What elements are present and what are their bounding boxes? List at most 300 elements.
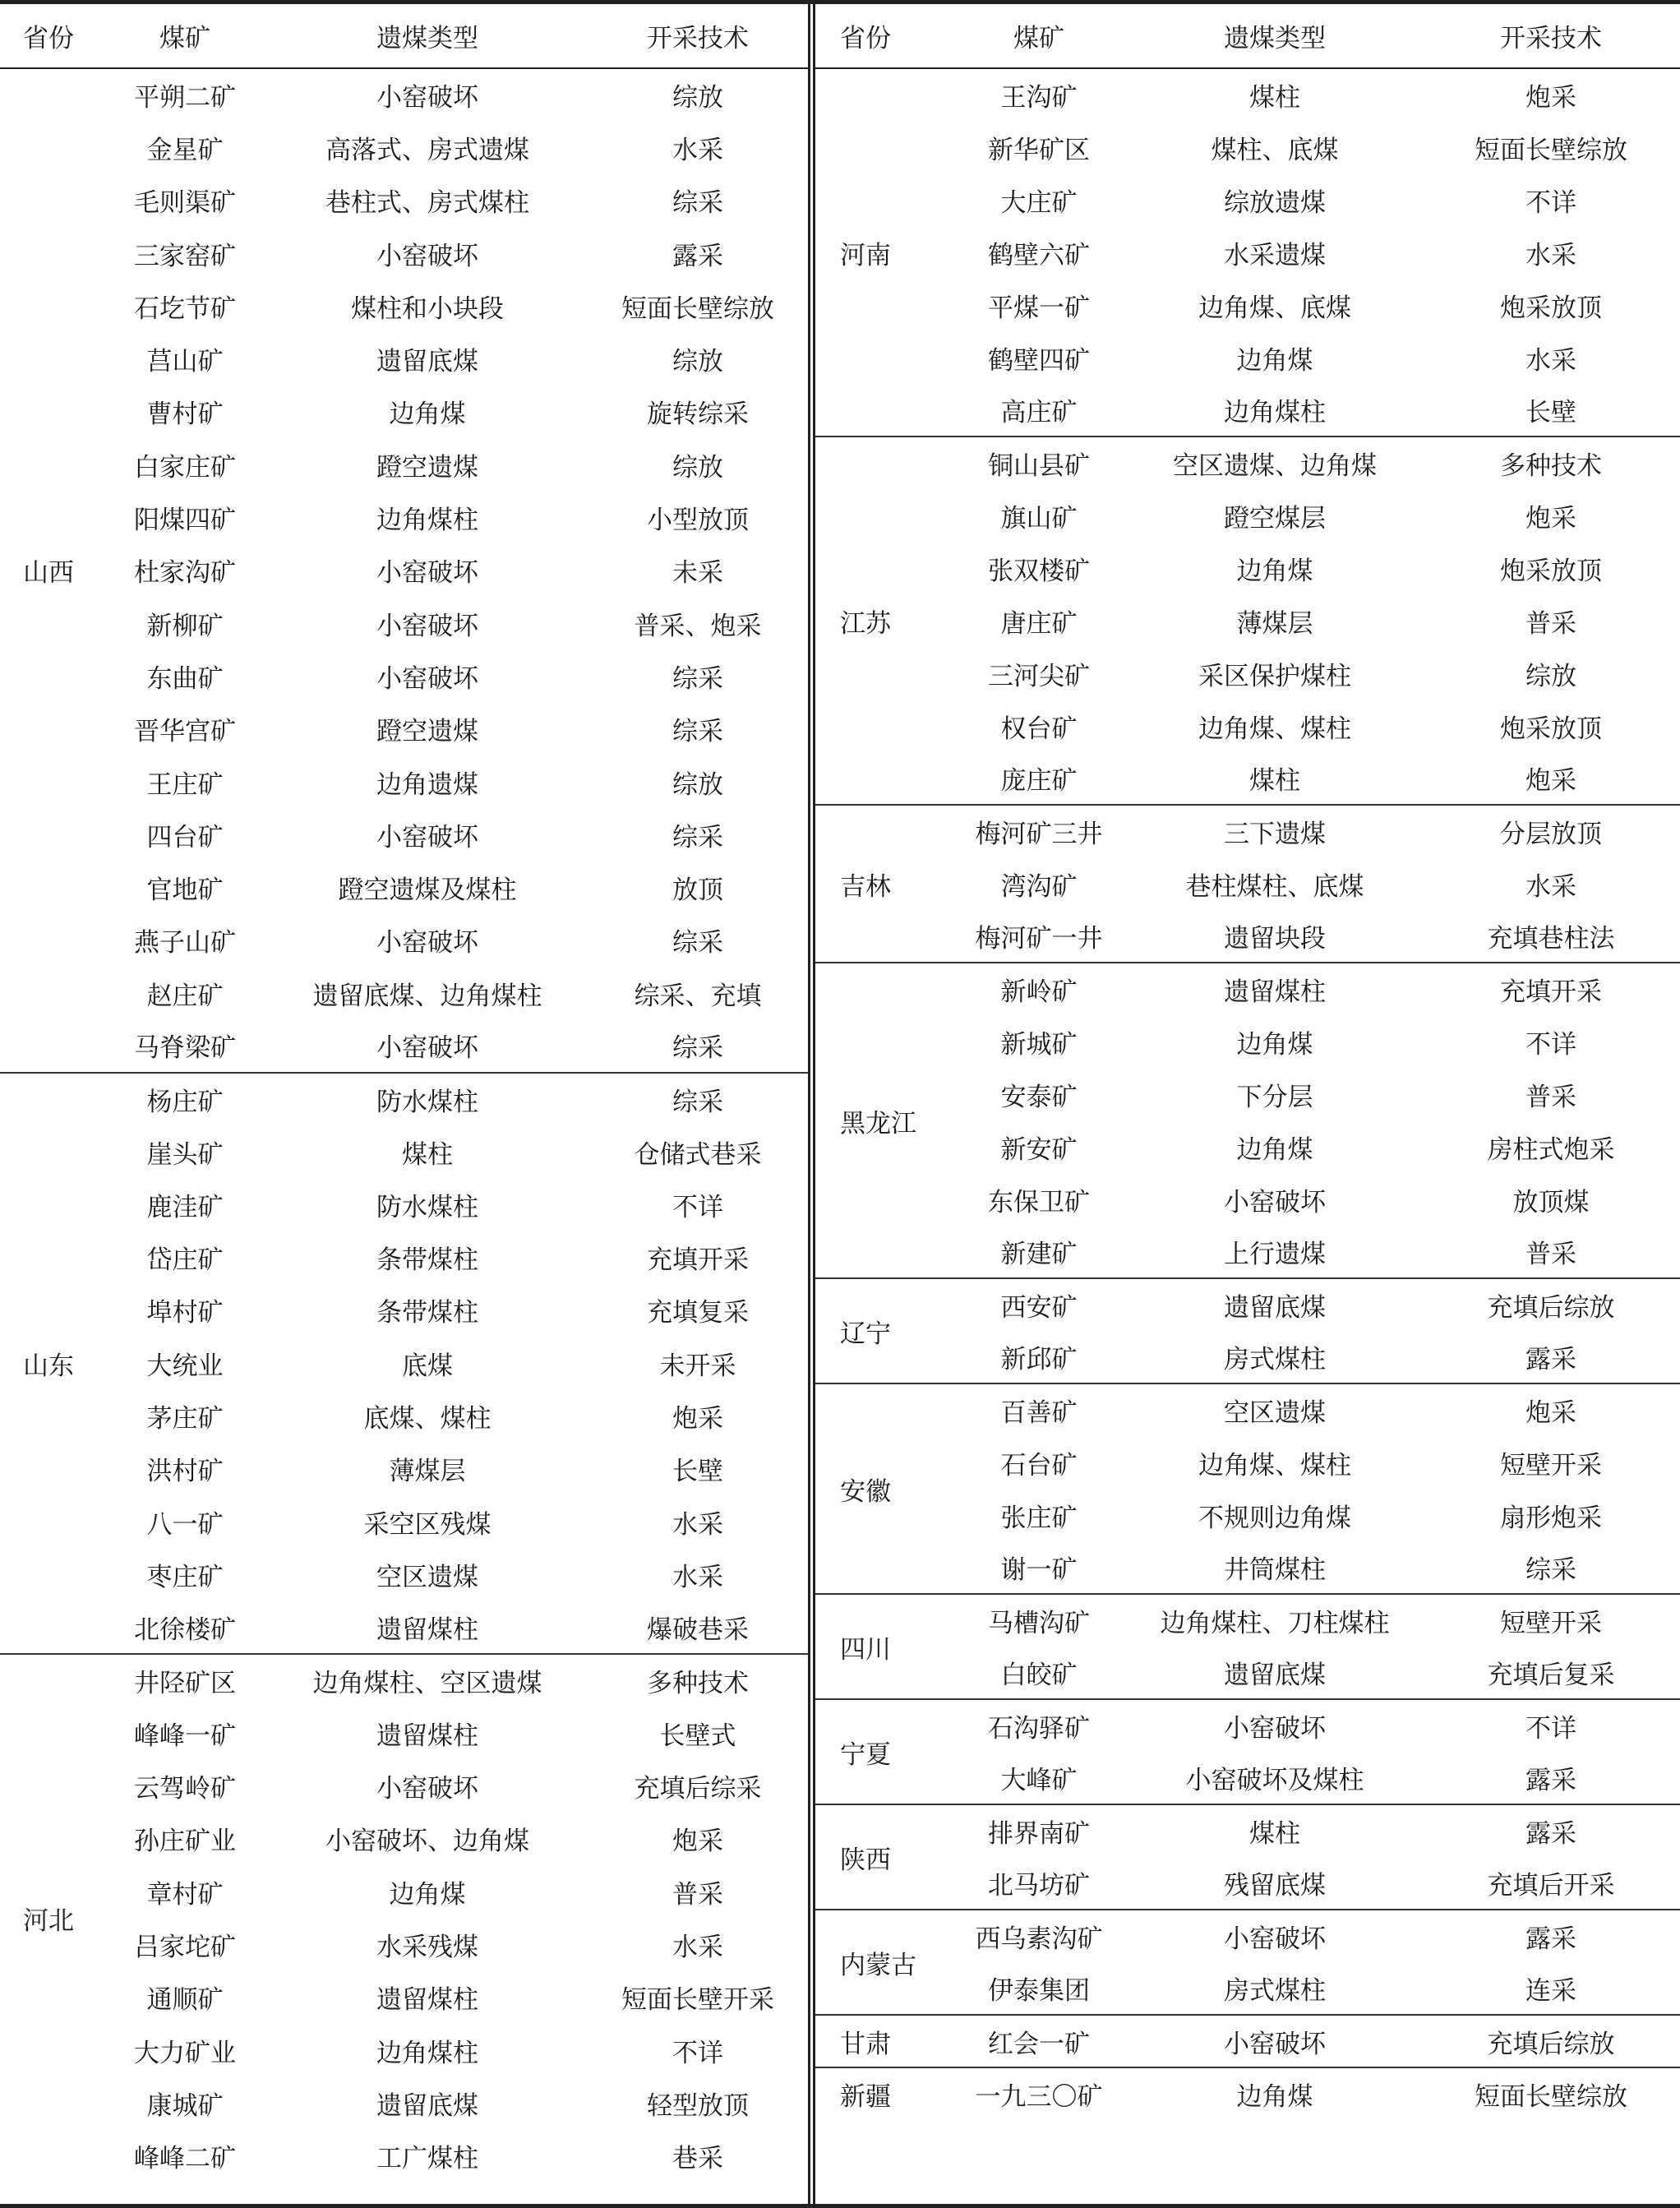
table-row <box>0 861 808 913</box>
coal-type-cell: 遗留煤柱 <box>376 1721 478 1751</box>
coal-type-cell: 防水煤柱 <box>376 1192 478 1222</box>
coal-type-cell: 水采遗煤 <box>1224 240 1326 270</box>
mining-tech-cell: 房柱式炮采 <box>1487 1134 1615 1165</box>
coal-type-cell: 煤柱和小块段 <box>351 293 504 324</box>
coal-type-cell: 边角煤 <box>1236 556 1313 586</box>
mining-tech-cell: 仓储式巷采 <box>634 1139 762 1170</box>
coal-type-cell: 小窑破坏 <box>1128 1699 1422 1752</box>
coal-type-cell: 小窑破坏 <box>376 822 478 852</box>
coal-type-cell: 高落式、房式遗煤 <box>325 135 529 165</box>
coal-type-cell: 边角煤柱 <box>1224 398 1326 427</box>
coal-type-cell: 空区遗煤 <box>1128 1383 1422 1436</box>
mine-name-cell: 王庄矿 <box>146 769 224 800</box>
mining-tech-cell: 充填后综采 <box>634 1774 762 1804</box>
coal-type-cell: 蹬空遗煤及煤柱 <box>338 875 517 906</box>
mine-name-cell: 井陉矿区 <box>103 1654 267 1707</box>
coal-type-cell: 边角煤、煤柱 <box>1198 714 1351 744</box>
coal-type-cell: 底煤 <box>402 1351 453 1381</box>
coal-type-cell: 边角煤 <box>1236 1134 1313 1165</box>
coal-type-cell: 小窑破坏 <box>376 558 478 589</box>
mine-name-cell: 大统业 <box>146 1351 224 1381</box>
table-row <box>815 1804 1680 1857</box>
coal-type-cell: 边角煤 <box>389 1879 466 1910</box>
mining-tech-cell: 充填开采 <box>1422 963 1680 1015</box>
mining-tech-cell: 长壁式 <box>659 1721 736 1751</box>
coal-type-cell: 边角煤、煤柱 <box>1198 1450 1351 1480</box>
mine-name-cell: 埠村矿 <box>146 1298 224 1328</box>
mine-name-cell: 北马坊矿 <box>988 1871 1090 1901</box>
mine-name-cell: 新柳矿 <box>146 611 224 641</box>
coal-type-cell: 小窑破坏 <box>376 83 478 113</box>
table-row <box>0 491 808 543</box>
coal-type-cell: 边角煤柱、空区遗煤 <box>267 1654 588 1707</box>
table-row <box>0 649 808 702</box>
mine-name-cell: 峰峰一矿 <box>134 1721 236 1751</box>
table-row <box>0 1495 808 1548</box>
mine-name-cell: 峰峰二矿 <box>134 2144 236 2174</box>
mine-name-cell: 三家窑矿 <box>134 241 236 271</box>
mine-name-cell: 阳煤四矿 <box>134 506 236 536</box>
coal-type-cell: 工广煤柱 <box>376 2144 478 2174</box>
coal-type-cell: 巷柱式、房式煤柱 <box>325 188 529 219</box>
mining-tech-cell: 小型放顶 <box>647 506 749 536</box>
mining-tech-cell: 水采 <box>672 1933 723 1963</box>
mine-name-cell: 莒山矿 <box>146 347 224 377</box>
mine-name-cell: 百善矿 <box>950 1383 1128 1436</box>
table-row <box>0 2130 808 2183</box>
mine-name-cell: 白家庄矿 <box>134 452 236 483</box>
coal-type-cell: 煤柱 <box>1249 83 1300 113</box>
coal-type-cell: 残留底煤 <box>1224 1871 1326 1901</box>
table-row <box>815 1594 1680 1647</box>
right-panel <box>815 4 1680 2120</box>
mine-name-cell: 唐庄矿 <box>1000 608 1078 639</box>
province-cell: 甘肃 <box>815 2015 950 2067</box>
mine-name-cell: 红会一矿 <box>950 2015 1128 2067</box>
header-province: 省份 <box>0 4 103 68</box>
coal-type-cell: 遗留底煤 <box>1224 1661 1326 1690</box>
header-coal-type: 遗煤类型 <box>267 4 588 68</box>
mining-tech-cell: 放顶煤 <box>1512 1187 1590 1217</box>
coal-type-cell: 煤柱 <box>1249 766 1300 796</box>
mining-tech-cell: 炮采放顶 <box>1500 714 1602 744</box>
mining-tech-cell: 短壁开采 <box>1500 1450 1602 1480</box>
mine-name-cell: 鹤壁六矿 <box>988 240 1090 270</box>
mine-name-cell: 鹿洼矿 <box>146 1192 224 1222</box>
mine-name-cell: 北徐楼矿 <box>134 1614 236 1645</box>
header-mining-tech: 开采技术 <box>588 4 808 68</box>
table-row <box>0 1231 808 1284</box>
mine-name-cell: 张双楼矿 <box>988 556 1090 586</box>
table-row <box>0 808 808 861</box>
province-cell: 内蒙古 <box>815 1910 950 2015</box>
table-row <box>815 2015 1680 2067</box>
table-row <box>0 1443 808 1495</box>
mining-tech-cell: 炮采放顶 <box>1500 556 1602 586</box>
mining-tech-cell: 不详 <box>672 1192 723 1222</box>
coal-type-cell: 小窑破坏 <box>1128 2015 1422 2067</box>
table-row <box>0 121 808 173</box>
table-row <box>0 755 808 808</box>
coal-type-cell: 遗留煤柱 <box>1128 963 1422 1015</box>
coal-type-cell: 小窑破坏 <box>376 928 478 958</box>
province-cell: 安徽 <box>815 1383 950 1594</box>
coal-type-cell: 小窑破坏 <box>376 1033 478 1064</box>
table-row <box>0 597 808 649</box>
mining-tech-cell: 综放 <box>672 769 723 800</box>
mine-name-cell: 新城矿 <box>1000 1029 1078 1060</box>
mine-name-cell: 茅庄矿 <box>146 1404 224 1434</box>
mine-name-cell: 马脊梁矿 <box>134 1033 236 1064</box>
mine-name-cell: 章村矿 <box>146 1879 224 1910</box>
table-row <box>815 437 1680 489</box>
mining-tech-cell: 综放 <box>672 83 723 113</box>
table-row <box>0 2076 808 2129</box>
coal-type-cell: 房式煤柱 <box>1224 1345 1326 1374</box>
mine-name-cell: 金星矿 <box>146 135 224 165</box>
mining-tech-cell: 露采 <box>1525 1345 1576 1374</box>
mining-tech-cell: 普采 <box>1525 1082 1576 1112</box>
coal-type-cell: 上行遗煤 <box>1224 1240 1326 1269</box>
header-mine: 煤矿 <box>103 4 267 68</box>
coal-type-cell: 采区保护煤柱 <box>1198 661 1351 691</box>
coal-type-cell: 边角煤 <box>1236 345 1313 376</box>
coal-type-cell: 小窑破坏 <box>1128 1910 1422 1962</box>
mining-tech-cell: 综采 <box>672 717 723 747</box>
table-row <box>0 438 808 491</box>
coal-type-cell: 小窑破坏 <box>376 1774 478 1804</box>
mining-tech-cell: 充填后复采 <box>1487 1661 1615 1690</box>
mining-tech-cell: 水采 <box>672 135 723 165</box>
coal-type-cell: 综放遗煤 <box>1224 187 1326 218</box>
mine-name-cell: 庞庄矿 <box>1000 766 1078 796</box>
header-mining-tech: 开采技术 <box>1422 4 1680 68</box>
mine-name-cell: 康城矿 <box>146 2090 224 2121</box>
mining-tech-cell: 充填后开采 <box>1487 1871 1615 1901</box>
mine-name-cell: 西安矿 <box>950 1278 1128 1331</box>
coal-type-cell: 条带煤柱 <box>376 1245 478 1276</box>
mining-tech-cell: 短面长壁开采 <box>621 1985 774 2016</box>
mine-name-cell: 安泰矿 <box>1000 1082 1078 1112</box>
coal-type-cell: 条带煤柱 <box>376 1298 478 1328</box>
mining-tech-cell: 水采 <box>1525 871 1576 902</box>
mine-name-cell: 崖头矿 <box>146 1139 224 1170</box>
header-province: 省份 <box>815 4 950 68</box>
mining-tech-cell: 短面长壁综放 <box>621 293 774 324</box>
mine-name-cell: 曹村矿 <box>146 400 224 430</box>
mine-name-cell: 排界南矿 <box>950 1804 1128 1857</box>
table-row <box>0 332 808 385</box>
mining-tech-cell: 未采 <box>672 558 723 589</box>
mine-name-cell: 湾沟矿 <box>1000 871 1078 902</box>
table-row <box>0 1707 808 1759</box>
coal-type-cell: 遗留底煤、边角煤柱 <box>312 981 542 1011</box>
table-row <box>0 544 808 597</box>
coal-type-cell: 房式煤柱 <box>1224 1976 1326 2006</box>
table-row <box>0 1389 808 1442</box>
mine-name-cell: 大力矿业 <box>134 2038 236 2068</box>
mine-name-cell: 孙庄矿业 <box>134 1827 236 1857</box>
mine-name-cell: 新安矿 <box>1000 1134 1078 1165</box>
mining-tech-cell: 长壁 <box>1525 398 1576 427</box>
mining-tech-cell: 普采、炮采 <box>634 611 762 641</box>
mining-tech-cell: 综采 <box>588 1073 808 1125</box>
coal-type-cell: 遗留块段 <box>1224 924 1326 954</box>
mine-name-cell: 枣庄矿 <box>146 1562 224 1592</box>
mine-name-cell: 石圪节矿 <box>134 293 236 324</box>
table-row <box>0 1019 808 1072</box>
right-table-body <box>815 68 1680 2120</box>
table-row <box>815 1699 1680 1752</box>
coal-type-cell: 遗留底煤 <box>1128 1278 1422 1331</box>
header-row <box>815 4 1680 68</box>
mine-name-cell: 杜家沟矿 <box>134 558 236 589</box>
table-row <box>0 386 808 438</box>
coal-type-cell: 蹬空遗煤 <box>376 452 478 483</box>
table-row <box>0 1865 808 1918</box>
table-row <box>0 1178 808 1231</box>
mining-tech-cell: 充填开采 <box>647 1245 749 1276</box>
table-row <box>0 914 808 967</box>
table-row <box>0 703 808 755</box>
mining-tech-cell: 综采 <box>672 928 723 958</box>
mine-name-cell: 梅河矿三井 <box>950 805 1128 857</box>
mining-tech-cell: 综采 <box>672 663 723 694</box>
mine-name-cell: 新岭矿 <box>950 963 1128 1015</box>
table-row <box>0 174 808 227</box>
mine-name-cell: 官地矿 <box>146 875 224 906</box>
mine-name-cell: 四台矿 <box>146 822 224 852</box>
mining-tech-cell: 充填后综放 <box>1422 1278 1680 1331</box>
mining-tech-cell: 普采 <box>1525 1240 1576 1269</box>
mine-name-cell: 东保卫矿 <box>988 1187 1090 1217</box>
coal-type-cell: 边角煤 <box>1128 2067 1422 2120</box>
coal-type-cell: 小窑破坏、边角煤 <box>325 1827 529 1857</box>
coal-type-cell: 井筒煤柱 <box>1224 1555 1326 1585</box>
coal-type-cell: 下分层 <box>1236 1082 1313 1112</box>
mine-name-cell: 白皎矿 <box>1000 1661 1078 1690</box>
table-row <box>815 1910 1680 1962</box>
mine-name-cell: 云驾岭矿 <box>134 1774 236 1804</box>
mine-name-cell: 王沟矿 <box>1000 83 1078 113</box>
table-row <box>0 1125 808 1178</box>
mining-tech-cell: 旋转综采 <box>647 400 749 430</box>
header-coal-type: 遗煤类型 <box>1128 4 1422 68</box>
mine-name-cell: 平煤一矿 <box>988 293 1090 323</box>
province-cell: 新疆 <box>815 2067 950 2120</box>
coal-type-cell: 煤柱 <box>402 1139 453 1170</box>
mine-name-cell: 鹤壁四矿 <box>988 345 1090 376</box>
right-table <box>815 4 1680 2120</box>
mining-tech-cell: 综放 <box>672 347 723 377</box>
mining-tech-cell: 露采 <box>1525 1766 1576 1795</box>
coal-type-cell: 巷柱煤柱、底煤 <box>1185 871 1364 902</box>
table-row <box>815 805 1680 857</box>
table-row <box>0 1654 808 1707</box>
mining-tech-cell: 综采、充填 <box>634 981 762 1011</box>
coal-type-cell: 边角煤柱、刀柱煤柱 <box>1128 1594 1422 1647</box>
mine-name-cell: 赵庄矿 <box>146 981 224 1011</box>
left-panel <box>0 4 808 2183</box>
mining-tech-cell: 短面长壁综放 <box>1422 2067 1680 2120</box>
bottom-rule <box>0 2204 1680 2208</box>
mining-tech-cell: 爆破巷采 <box>647 1614 749 1645</box>
mining-tech-cell: 综采 <box>1525 1555 1576 1585</box>
coal-type-cell: 煤柱 <box>1128 1804 1422 1857</box>
province-cell: 河北 <box>0 1654 103 2183</box>
mining-tech-cell: 充填复采 <box>647 1298 749 1328</box>
mining-tech-cell: 分层放顶 <box>1422 805 1680 857</box>
mining-tech-cell: 短壁开采 <box>1422 1594 1680 1647</box>
mine-name-cell: 八一矿 <box>146 1509 224 1540</box>
mining-tech-cell: 扇形炮采 <box>1500 1503 1602 1533</box>
table-row <box>815 1383 1680 1436</box>
coal-type-cell: 小窑破坏及煤柱 <box>1185 1766 1364 1795</box>
mining-tech-cell: 水采 <box>672 1562 723 1592</box>
coal-type-cell: 水采残煤 <box>376 1933 478 1963</box>
mining-tech-cell: 综采 <box>672 1033 723 1064</box>
table-row <box>0 1971 808 2024</box>
mining-tech-cell: 综放 <box>1525 661 1576 691</box>
mining-tech-cell: 短面长壁综放 <box>1475 135 1627 165</box>
coal-type-cell: 小窑破坏 <box>376 611 478 641</box>
coal-type-cell: 遗留底煤 <box>376 347 478 377</box>
mine-name-cell: 燕子山矿 <box>134 928 236 958</box>
mine-name-cell: 旗山矿 <box>1000 503 1078 534</box>
table-row <box>0 1760 808 1813</box>
province-cell: 四川 <box>815 1594 950 1699</box>
mine-name-cell: 毛则渠矿 <box>134 188 236 219</box>
coal-type-cell: 煤柱、底煤 <box>1211 135 1339 165</box>
mine-name-cell: 大峰矿 <box>1000 1766 1078 1795</box>
table-row <box>0 1601 808 1654</box>
mining-tech-cell: 炮采 <box>1525 83 1576 113</box>
coal-type-cell: 遗留煤柱 <box>376 1614 478 1645</box>
mine-name-cell: 一九三〇矿 <box>950 2067 1128 2120</box>
mining-tech-cell: 炮采放顶 <box>1500 293 1602 323</box>
mine-name-cell: 石台矿 <box>1000 1450 1078 1480</box>
province-cell: 河南 <box>840 240 891 270</box>
coal-type-cell: 边角煤、底煤 <box>1198 293 1351 323</box>
province-cell: 山西 <box>23 558 74 589</box>
coal-type-cell: 小窑破坏 <box>376 241 478 271</box>
mine-name-cell: 新华矿区 <box>988 135 1090 165</box>
mining-tech-cell: 综采 <box>672 822 723 852</box>
table-row <box>815 963 1680 1015</box>
mine-name-cell: 梅河矿一井 <box>975 924 1103 954</box>
table-row <box>0 2024 808 2076</box>
mining-tech-cell: 露采 <box>1422 1910 1680 1962</box>
mining-tech-cell: 不详 <box>1525 1029 1576 1060</box>
mining-tech-cell: 多种技术 <box>588 1654 808 1707</box>
table-row <box>0 1337 808 1389</box>
coal-type-cell: 不规则边角煤 <box>1198 1503 1351 1533</box>
coal-type-cell: 边角煤柱 <box>376 2038 478 2068</box>
mine-name-cell: 铜山县矿 <box>950 437 1128 489</box>
mine-name-cell: 平朔二矿 <box>134 83 236 113</box>
coal-type-cell: 边角煤 <box>1236 1029 1313 1060</box>
table-row <box>0 1813 808 1865</box>
table-row <box>0 1073 808 1125</box>
table-row <box>0 279 808 332</box>
mine-name-cell: 洪村矿 <box>146 1457 224 1487</box>
mine-name-cell: 通顺矿 <box>146 1985 224 2016</box>
province-cell: 宁夏 <box>815 1699 950 1804</box>
mining-tech-cell: 不详 <box>1525 187 1576 218</box>
mining-tech-cell: 长壁 <box>672 1457 723 1487</box>
mining-tech-cell: 充填巷柱法 <box>1487 924 1615 954</box>
province-cell: 陕西 <box>815 1804 950 1910</box>
mine-name-cell: 新邱矿 <box>1000 1345 1078 1374</box>
header-mine: 煤矿 <box>950 4 1128 68</box>
province-cell: 辽宁 <box>815 1278 950 1383</box>
mining-tech-cell: 不详 <box>1422 1699 1680 1752</box>
coal-type-cell: 空区遗煤、边角煤 <box>1128 437 1422 489</box>
coal-type-cell: 底煤、煤柱 <box>363 1404 492 1434</box>
mining-tech-cell: 综放 <box>672 452 723 483</box>
province-cell: 吉林 <box>815 805 950 963</box>
table-row <box>0 967 808 1019</box>
coal-type-cell: 三下遗煤 <box>1128 805 1422 857</box>
coal-type-cell: 采空区残煤 <box>363 1509 492 1540</box>
mining-tech-cell: 普采 <box>672 1879 723 1910</box>
mine-name-cell: 伊泰集团 <box>988 1976 1090 2006</box>
coal-type-cell: 蹬空煤层 <box>1224 503 1326 534</box>
coal-type-cell: 薄煤层 <box>1236 608 1313 639</box>
table-row <box>0 1548 808 1601</box>
mining-tech-cell: 普采 <box>1525 608 1576 639</box>
mine-name-cell: 马槽沟矿 <box>950 1594 1128 1647</box>
mine-name-cell: 谢一矿 <box>1000 1555 1078 1585</box>
mine-name-cell: 权台矿 <box>1000 714 1078 744</box>
mining-tech-cell: 多种技术 <box>1422 437 1680 489</box>
coal-type-cell: 边角煤 <box>389 400 466 430</box>
table-row <box>0 68 808 121</box>
mine-name-cell: 东曲矿 <box>146 663 224 694</box>
mining-tech-cell: 轻型放顶 <box>647 2090 749 2121</box>
mine-name-cell: 张庄矿 <box>1000 1503 1078 1533</box>
center-divider <box>808 0 810 2208</box>
mine-name-cell: 杨庄矿 <box>103 1073 267 1125</box>
coal-type-cell: 边角煤柱 <box>376 506 478 536</box>
coal-type-cell: 边角遗煤 <box>376 769 478 800</box>
coal-type-cell: 遗留煤柱 <box>376 1985 478 2016</box>
mining-tech-cell: 未开采 <box>659 1351 736 1381</box>
mine-name-cell: 大庄矿 <box>1000 187 1078 218</box>
table-row <box>0 1918 808 1970</box>
coal-type-cell: 防水煤柱 <box>267 1073 588 1125</box>
header-row <box>0 4 808 68</box>
mine-name-cell: 三河尖矿 <box>988 661 1090 691</box>
mining-tech-cell: 不详 <box>672 2038 723 2068</box>
coal-type-cell: 遗留底煤 <box>376 2090 478 2121</box>
left-table-body <box>0 68 808 2183</box>
table-row <box>815 68 1680 121</box>
mine-name-cell: 新建矿 <box>1000 1240 1078 1269</box>
mining-tech-cell: 炮采 <box>672 1827 723 1857</box>
mining-tech-cell: 露采 <box>672 241 723 271</box>
mining-tech-cell: 水采 <box>1525 345 1576 376</box>
mining-tech-cell: 充填后综放 <box>1422 2015 1680 2067</box>
mining-tech-cell: 综采 <box>672 188 723 219</box>
table-row <box>815 2067 1680 2120</box>
mining-tech-cell: 巷采 <box>672 2144 723 2174</box>
table-row <box>0 227 808 279</box>
mining-tech-cell: 炮采 <box>1422 1383 1680 1436</box>
mine-name-cell: 吕家坨矿 <box>134 1933 236 1963</box>
mining-tech-cell: 连采 <box>1525 1976 1576 2006</box>
left-table <box>0 4 808 2183</box>
